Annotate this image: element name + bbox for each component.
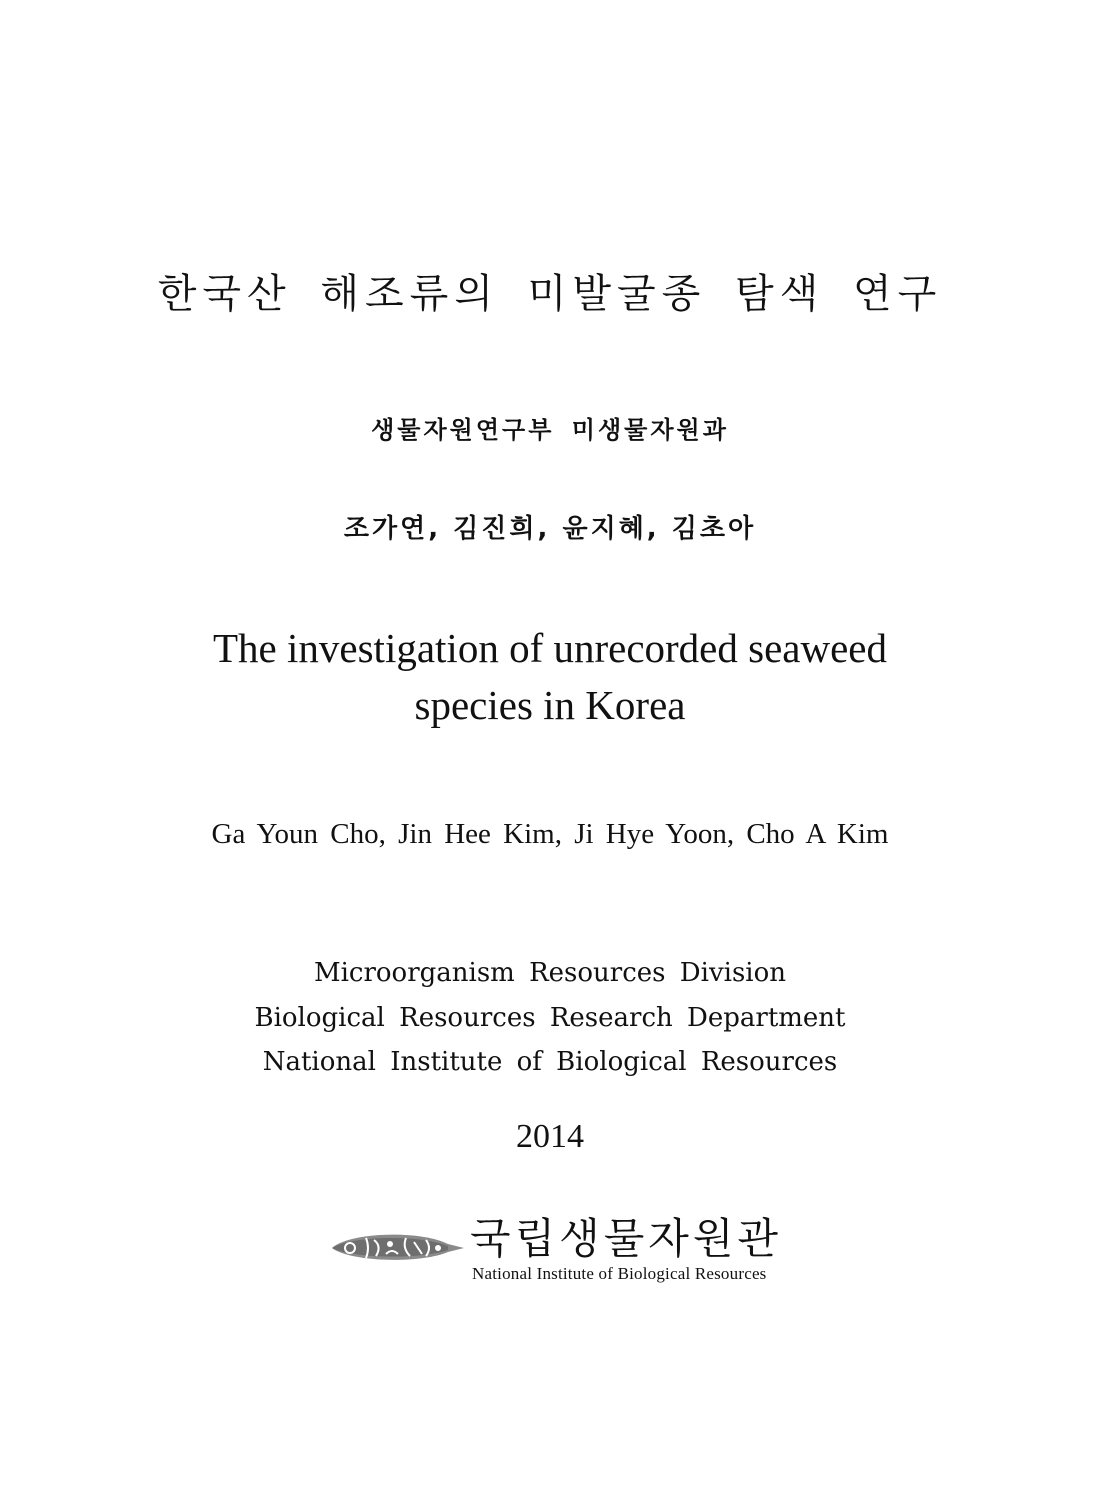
english-title-line-1: The investigation of unrecorded seaweed [213, 625, 887, 671]
korean-department: 생물자원연구부 미생물자원과 [371, 416, 729, 444]
institute-emblem-icon [330, 1226, 466, 1266]
korean-title: 한국산 해조류의 미발굴종 탐색 연구 [157, 271, 943, 317]
affiliation-department: Biological Resources Research Department [254, 1002, 846, 1033]
affiliation-division: Microorganism Resources Division [313, 958, 787, 988]
institute-name-english: National Institute of Biological Resources [472, 1264, 767, 1283]
publication-year: 2014 [516, 1118, 584, 1155]
english-title [0, 620, 1100, 734]
institute-logo [330, 1206, 790, 1286]
english-title-line-2: species in Korea [414, 682, 686, 728]
english-authors: Ga Youn Cho, Jin Hee Kim, Ji Hye Yoon, Cho A Kim [211, 818, 889, 850]
affiliation-block [0, 951, 1100, 1085]
affiliation-institute: National Institute of Biological Resources [262, 1047, 838, 1077]
korean-authors: 조가연, 김진희, 윤지혜, 김초아 [343, 514, 757, 544]
institute-name-korean: 국립생물자원관 [470, 1214, 783, 1263]
